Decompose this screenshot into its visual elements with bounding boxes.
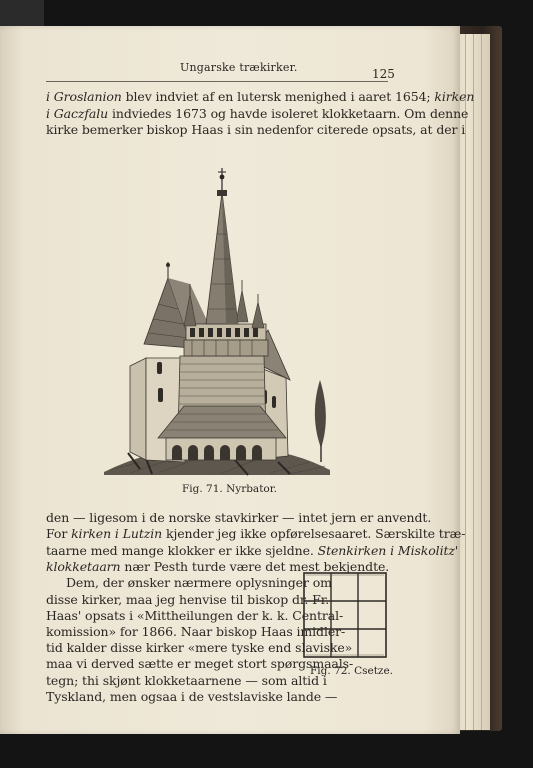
text-run: komission» for 1866. Naar biskop Haas imidler- bbox=[46, 624, 346, 639]
italic-text: kirken bbox=[434, 89, 475, 104]
text-run: disse kirker, maa jeg henvise til biskop dr. Fr. bbox=[46, 592, 330, 607]
text-run: tid kalder disse kirker «mere tyske end slaviske» bbox=[46, 640, 353, 655]
text-line bbox=[46, 526, 465, 541]
text-run: Tyskland, men ogsaa i de vestslaviske lande — bbox=[46, 689, 338, 704]
text-line bbox=[46, 689, 337, 704]
running-header: Ungarske trækirker. bbox=[180, 61, 298, 74]
italic-text: klokketaarn bbox=[46, 559, 121, 574]
text-line bbox=[46, 89, 474, 104]
dark-corner bbox=[0, 0, 44, 26]
text-line bbox=[46, 510, 431, 525]
text-run: kjender jeg ikke opførelsesaaret. Særskilte træ- bbox=[162, 526, 466, 541]
text-line bbox=[46, 592, 329, 607]
italic-text: kirken i Lutzin bbox=[71, 526, 163, 541]
text-run: For bbox=[46, 526, 72, 541]
italic-text: i Groslanion bbox=[46, 89, 122, 104]
italic-text: Stenkirken i Miskolitz' bbox=[317, 543, 459, 558]
text-line bbox=[46, 673, 327, 688]
book-page bbox=[0, 26, 475, 734]
text-run: indviedes 1673 og havde isoleret klokketaarn. Om denne bbox=[108, 106, 469, 121]
text-run: taarne med mange klokker er ikke sjeldne. bbox=[46, 543, 318, 558]
text-line bbox=[46, 608, 343, 623]
figure-72-caption: Fig. 72. Csetze. bbox=[310, 665, 394, 677]
text-run: maa vi derved sætte er meget stort spørgsmaals- bbox=[46, 656, 354, 671]
page-number: 125 bbox=[372, 67, 395, 81]
text-run: tegn; thi skjønt klokketaarnene — som altid i bbox=[46, 673, 327, 688]
text-line bbox=[66, 575, 332, 590]
text-line bbox=[46, 543, 458, 558]
text-line bbox=[46, 106, 468, 121]
figure-71-caption: Fig. 71. Nyrbator. bbox=[182, 483, 277, 495]
text-run: Haas' opsats i «Mittheilungen der k. k. Central- bbox=[46, 608, 344, 623]
header-rule bbox=[46, 81, 388, 82]
text-run: blev indviet af en lutersk menighed i aaret 1654; bbox=[121, 89, 435, 104]
text-run: Dem, der ønsker nærmere oplysninger om bbox=[66, 575, 332, 590]
figure-72-grid-plan bbox=[300, 572, 390, 662]
text-run: den — ligesom i de norske stavkirker — intet jern er anvendt. bbox=[46, 510, 432, 525]
text-run: kirke bemerker biskop Haas i sin nedenfor citerede opsats, at der i bbox=[46, 122, 466, 137]
italic-text: i Gaczfalu bbox=[46, 106, 109, 121]
text-run: nær Pesth turde være det mest bekjendte. bbox=[120, 559, 390, 574]
text-line bbox=[46, 122, 465, 137]
figure-71-church-illustration bbox=[100, 144, 335, 479]
